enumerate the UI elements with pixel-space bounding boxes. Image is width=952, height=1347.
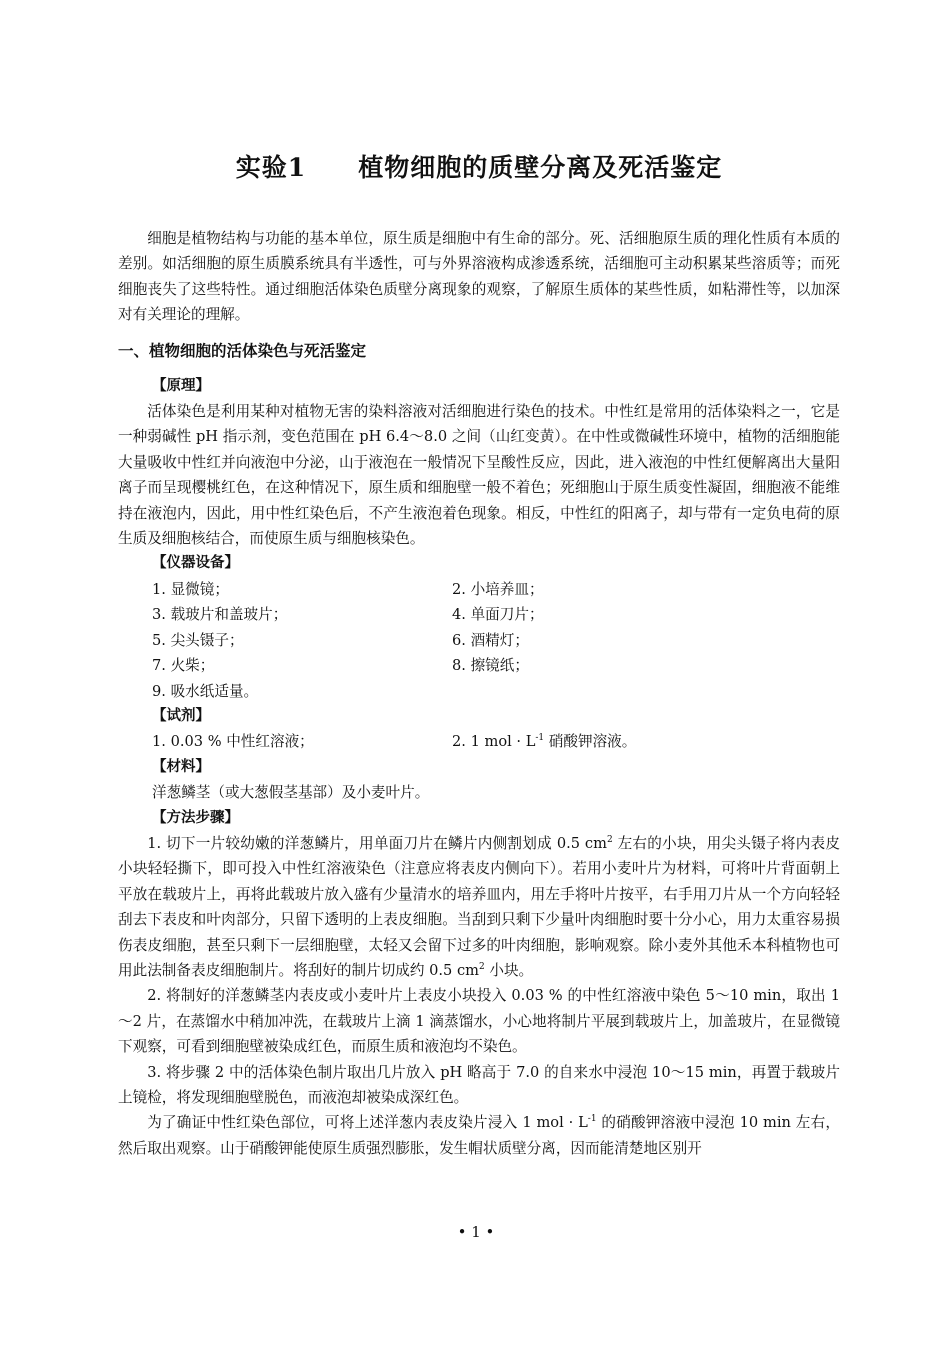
equipment-item-last: 9. 吸水纸适量。 — [152, 682, 259, 700]
equipment-item: 4. 单面刀片； — [452, 606, 544, 624]
step-1-part-a: 1. 切下一片较幼嫩的洋葱鳞片，用单面刀片在鳞片内侧割划成 0.5 cm — [147, 834, 607, 852]
method-step-1 — [118, 831, 840, 983]
step-4-part-a: 为了确证中性红染色部位，可将上述洋葱内表皮染片浸入 1 mol · L — [147, 1114, 588, 1132]
step-1-part-c: 小块。 — [484, 961, 534, 979]
method-heading: 【方法步骤】 — [152, 809, 239, 826]
step-1-superscript-2: 2 — [478, 962, 485, 973]
equipment-item: 5. 尖头镊子； — [152, 631, 244, 649]
equipment-heading: 【仪器设备】 — [152, 555, 239, 572]
reagent-item: 1. 0.03 % 中性红溶液； — [152, 733, 314, 751]
step-4-part-b: 的硝酸钾溶液中浸泡 10 min 左右，然后取出观察。山于硝酸钾能使原生质强烈膨胀，发生帽状质壁分离，因而能清楚地区别开 — [118, 1114, 840, 1157]
equipment-item: 3. 载玻片和盖玻片； — [152, 606, 288, 624]
equipment-item: 6. 酒精灯； — [452, 631, 529, 649]
method-step-2: 2. 将制好的洋葱鳞茎内表皮或小麦叶片上表皮小块投入 0.03 % 的中性红溶液中染色 5～10 min，取出 1～2 片，在蒸馏水中稍加冲洗，在载玻片上滴 1 滴蒸馏水，小心地将制片平展到载玻片上，加盖玻片，在显微镜下观察，可看到细胞壁被染成红色，而原生质和液泡均不染色。 — [118, 987, 840, 1056]
equipment-item: 1. 显微镜； — [152, 580, 229, 598]
reagent-2-suffix: 硝酸钾溶液。 — [544, 733, 637, 751]
equipment-list — [118, 577, 840, 679]
page-title: 实验1 植物细胞的质壁分离及死活鉴定 — [235, 153, 723, 182]
materials-heading: 【材料】 — [152, 758, 210, 775]
principle-heading: 【原理】 — [152, 377, 210, 394]
reagent-2-superscript: -1 — [535, 733, 545, 744]
reagents-heading: 【试剂】 — [152, 707, 210, 724]
principle-paragraph: 活体染色是利用某种对植物无害的染料溶液对活细胞进行染色的技术。中性红是常用的活体染料之一，它是一种弱碱性 pH 指示剂，变色范围在 pH 6.4～8.0 之间（山红变黄）。在中性或微碱性环境中，植物的活细胞能大量吸收中性红并向液泡中分泌，山于液泡在一般情况下呈酸性反应，因此，进入液泡的中性红便解离出大量阳离子而呈现樱桃红色，在这种情况下，原生质和细胞壁一般不着色；死细胞山于原生质变性凝固，细胞液不能维持在液泡内，因此，用中性红染色后，不产生液泡着色现象。相反，中性红的阳离子，却与带有一定负电荷的原生质及细胞核结合，而使原生质与细胞核染色。 — [118, 403, 840, 548]
step-1-part-b: 左右的小块，用尖头镊子将内表皮小块轻轻撕下，即可投入中性红溶液染色（注意应将表皮内侧向下）。若用小麦叶片为材料，可将叶片背面朝上平放在载玻片上，再将此载玻片放入盛有少量清水的培养皿内，用左手将叶片按平，右手用刀片从一个方向轻轻刮去下表皮和叶肉部分，只留下透明的上表皮细胞。当刮到只剩下少量叶肉细胞时要十分小心，用力太重容易损伤表皮细胞，甚至只剩下一层细胞壁，太轻又会留下过多的叶肉细胞，影响观察。除小麦外其他禾本科植物也可用此法制备表皮细胞制片。将刮好的制片切成约 0.5 cm — [118, 834, 840, 979]
section-heading: 一、植物细胞的活体染色与死活鉴定 — [118, 341, 367, 360]
method-step-3: 3. 将步骤 2 中的活体染色制片取出几片放入 pH 略高于 7.0 的自来水中浸泡 10～15 min，再置于载玻片上镜检，将发现细胞壁脱色，而液泡却被染成深红色。 — [118, 1063, 840, 1106]
method-step-4 — [118, 1110, 840, 1161]
reagent-item — [452, 729, 752, 754]
document-page — [118, 150, 840, 1161]
page-number: • 1 • — [457, 1223, 495, 1241]
reagent-2-prefix: 2. 1 mol · L — [452, 733, 536, 751]
step-4-superscript: -1 — [587, 1114, 597, 1125]
equipment-item: 8. 擦镜纸； — [452, 657, 529, 675]
intro-paragraph: 细胞是植物结构与功能的基本单位，原生质是细胞中有生命的部分。死、活细胞原生质的理化性质有本质的差别。如活细胞的原生质膜系统具有半透性，可与外界溶液构成渗透系统，活细胞可主动积累某些溶质等；而死细胞丧失了这些特性。通过细胞活体染色质壁分离现象的观察，了解原生质体的某些性质，如粘滞性等，以加深对有关理论的理解。 — [118, 230, 840, 324]
equipment-item: 7. 火柴； — [152, 657, 215, 675]
reagents-list — [118, 729, 840, 754]
equipment-item: 2. 小培养皿； — [452, 580, 544, 598]
materials-text: 洋葱鳞茎（或大葱假茎基部）及小麦叶片。 — [152, 784, 430, 802]
step-1-superscript-1: 2 — [606, 835, 613, 846]
